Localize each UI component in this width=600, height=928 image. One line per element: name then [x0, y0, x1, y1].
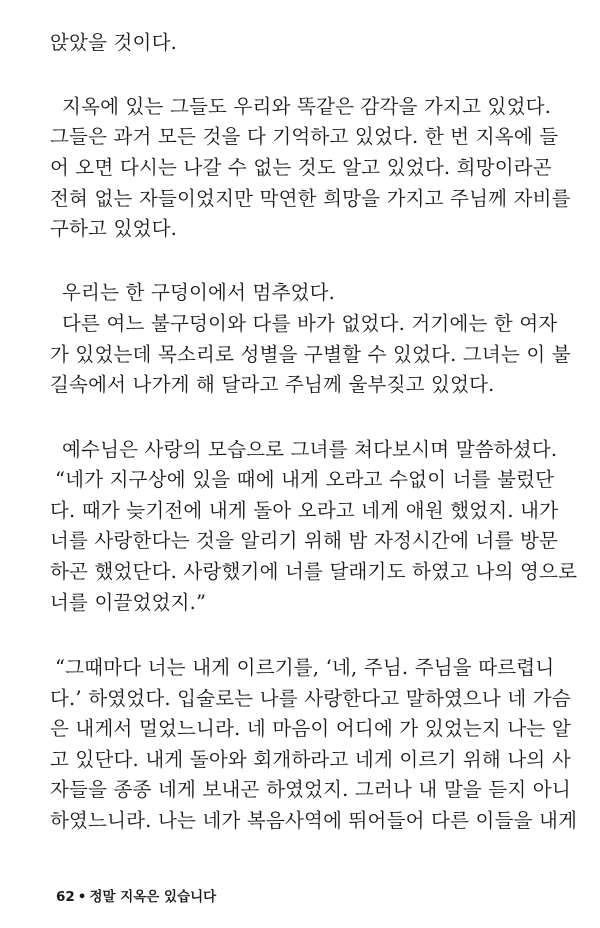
text-line: 가 있었는데 목소리로 성별을 구별할 수 있었다. 그녀는 이 불	[50, 343, 571, 366]
text-line: “그때마다 너는 내게 이르기를, ‘네, 주님. 주님을 따르렵니	[55, 656, 555, 679]
text-line: 다.’ 하였었다. 입술로는 나를 사랑한다고 말하였으나 네 가슴	[50, 687, 571, 710]
text-line: 앉았을 것이다.	[50, 31, 178, 54]
text-line: 자들을 종종 네게 보내곤 하였었지. 그러나 내 말을 듣지 아니	[50, 778, 571, 801]
page-footer	[56, 885, 216, 905]
text-line: 고 있단다. 내게 돌아와 회개하라고 네게 이르기 위해 나의 사	[50, 748, 571, 771]
text-line: 길속에서 나가게 해 달라고 주님께 울부짖고 있었다.	[50, 373, 495, 396]
text-line: 그들은 과거 모든 것을 다 기억하고 있었다. 한 번 지옥에 들	[50, 125, 559, 148]
text-line: “네가 지구상에 있을 때에 내게 오라고 수없이 너를 불렀단	[55, 468, 555, 491]
text-line: 은 내게서 멀었느니라. 네 마음이 어디에 가 있었는지 나는 알	[50, 717, 571, 740]
text-line: 우리는 한 구덩이에서 멈추었다.	[62, 281, 336, 304]
text-line: 전혀 없는 자들이었지만 막연한 희망을 가지고 주님께 자비를	[50, 187, 571, 210]
text-line: 너를 사랑한다는 것을 알리기 위해 밤 자정시간에 너를 방문	[50, 529, 559, 552]
running-book-title: 정말 지옥은 있습니다	[89, 889, 217, 905]
text-line: 어 오면 다시는 나갈 수 없는 것도 알고 있었다. 희망이라곤	[50, 156, 552, 179]
text-line: 하였느니라. 나는 네가 복음사역에 뛰어들어 다른 이들을 내게	[50, 809, 578, 832]
text-line: 구하고 있었다.	[50, 217, 178, 240]
text-line: 하곤 했었단다. 사랑했기에 너를 달래기도 하였고 나의 영으로	[50, 560, 578, 583]
text-line: 지옥에 있는 그들도 우리와 똑같은 감각을 가지고 있었다.	[62, 95, 552, 118]
page-number: 62	[56, 889, 75, 905]
footer-separator: •	[77, 889, 87, 905]
text-line: 예수님은 사랑의 모습으로 그녀를 쳐다보시며 말씀하셨다.	[62, 438, 558, 461]
text-line: 다. 때가 늦기전에 내게 돌아 오라고 네게 애원 했었지. 내가	[50, 499, 559, 522]
text-line: 다른 여느 불구덩이와 다를 바가 없었다. 거기에는 한 여자	[62, 312, 558, 335]
text-line: 너를 이끌었었지.”	[50, 591, 207, 614]
